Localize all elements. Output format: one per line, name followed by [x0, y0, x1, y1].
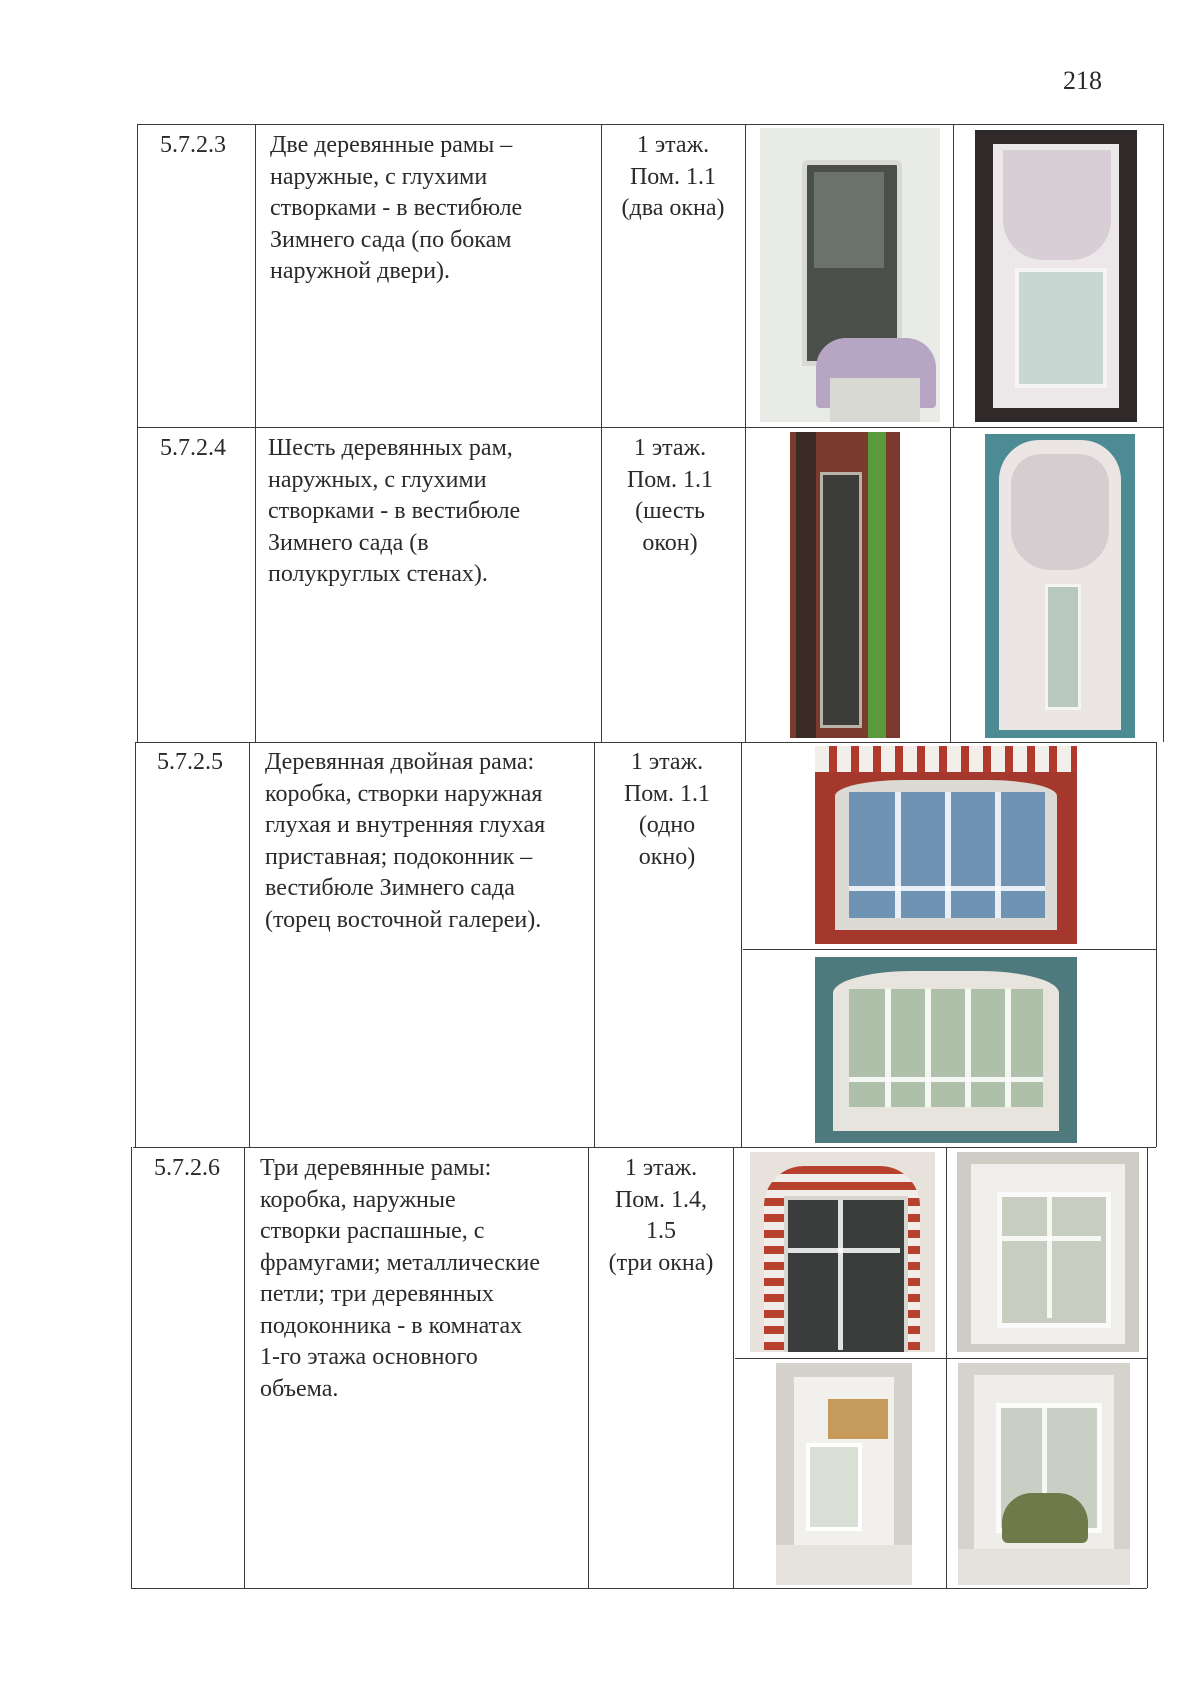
location-line: (шесть: [635, 498, 705, 524]
description-line: створками - в вестибюле: [268, 498, 521, 524]
table-left-border: [135, 742, 136, 1147]
table-right-border: [1163, 124, 1164, 742]
photo-divider: [735, 1358, 1147, 1359]
location-line: Пом. 1.1: [626, 466, 714, 493]
description-line: наружных, с глухими: [268, 466, 487, 493]
location-line: Пом. 1.4,: [614, 1186, 708, 1213]
photo-divider: [743, 949, 1156, 950]
row-location: [602, 433, 738, 559]
window-photo-icon: [815, 957, 1077, 1143]
table-top-border: [137, 124, 1163, 125]
description-line: коробка, наружные: [260, 1186, 456, 1213]
window-photo-icon: [815, 746, 1077, 944]
description-line: вестибюле Зимнего сада: [265, 875, 515, 901]
location-line: Пом. 1.1: [629, 163, 717, 190]
row-description: [270, 130, 522, 288]
row-description: [260, 1153, 540, 1405]
column-divider: [249, 742, 250, 1147]
row-number: 5.7.2.6: [154, 1155, 220, 1181]
description-line: (торец восточной галереи).: [265, 906, 542, 933]
description-line: Деревянная двойная рама:: [265, 749, 535, 775]
window-photo-icon: [958, 1363, 1130, 1585]
column-divider: [745, 124, 746, 742]
description-line: подоконника - в комнатах: [260, 1312, 523, 1339]
description-line: Две деревянные рамы –: [270, 132, 513, 158]
column-divider: [244, 1147, 245, 1588]
description-line: створки распашные, с: [260, 1218, 485, 1244]
table-right-border: [1156, 742, 1157, 1147]
description-line: Три деревянные рамы:: [260, 1155, 492, 1181]
location-line: 1 этаж.: [630, 749, 704, 775]
location-line: (три окна): [608, 1249, 714, 1276]
row-divider: [137, 427, 1163, 428]
description-line: створками - в вестибюле: [270, 195, 523, 221]
row-divider: [133, 1147, 1156, 1148]
row-description: [265, 747, 545, 936]
row-location: [605, 130, 741, 225]
row-number: 5.7.2.4: [160, 435, 226, 461]
row-location: [592, 1153, 730, 1279]
column-divider: [588, 1147, 589, 1588]
location-line: окно): [638, 843, 696, 870]
description-line: глухая и внутренняя глухая: [265, 812, 546, 838]
row-number: 5.7.2.3: [160, 132, 226, 158]
photo-column-divider: [953, 124, 954, 427]
row-description: [268, 433, 520, 591]
description-line: приставная; подоконник –: [265, 843, 533, 870]
location-line: окон): [642, 529, 698, 556]
description-line: Шесть деревянных рам,: [268, 435, 513, 461]
row-divider: [135, 742, 1156, 743]
description-line: 1-го этажа основного: [260, 1344, 478, 1370]
description-line: наружные, с глухими: [270, 163, 488, 190]
row-location: [598, 747, 736, 873]
table-right-border: [1147, 1147, 1148, 1588]
description-line: петли; три деревянных: [260, 1281, 494, 1307]
description-line: Зимнего сада (по бокам: [270, 226, 512, 253]
column-divider: [255, 124, 256, 742]
column-divider: [741, 742, 742, 1147]
description-line: коробка, створки наружная: [265, 780, 543, 807]
window-photo-icon: [975, 130, 1137, 422]
table-bottom-border: [131, 1588, 1147, 1589]
location-line: (одно: [638, 812, 696, 838]
table-left-border: [131, 1147, 132, 1588]
page-number: 218: [1063, 66, 1102, 95]
location-line: 1 этаж.: [633, 435, 707, 461]
description-line: наружной двери).: [270, 258, 451, 284]
window-photo-icon: [790, 432, 900, 738]
photo-column-divider: [946, 1147, 947, 1588]
window-photo-icon: [750, 1152, 935, 1352]
table-left-border: [137, 124, 138, 742]
location-line: 1.5: [646, 1218, 676, 1244]
location-line: Пом. 1.1: [623, 780, 711, 807]
column-divider: [733, 1147, 734, 1588]
description-line: объема.: [260, 1375, 339, 1402]
window-photo-icon: [776, 1363, 912, 1585]
description-line: полукруглых стенах).: [268, 561, 488, 587]
description-line: фрамугами; металлические: [260, 1249, 540, 1276]
location-line: 1 этаж.: [636, 132, 710, 158]
location-line: 1 этаж.: [624, 1155, 698, 1181]
description-line: Зимнего сада (в: [268, 529, 429, 556]
window-photo-icon: [760, 128, 940, 422]
window-photo-icon: [957, 1152, 1139, 1352]
location-line: (два окна): [621, 195, 725, 221]
photo-column-divider: [950, 427, 951, 742]
column-divider: [594, 742, 595, 1147]
row-number: 5.7.2.5: [157, 749, 223, 775]
window-photo-icon: [985, 434, 1135, 738]
